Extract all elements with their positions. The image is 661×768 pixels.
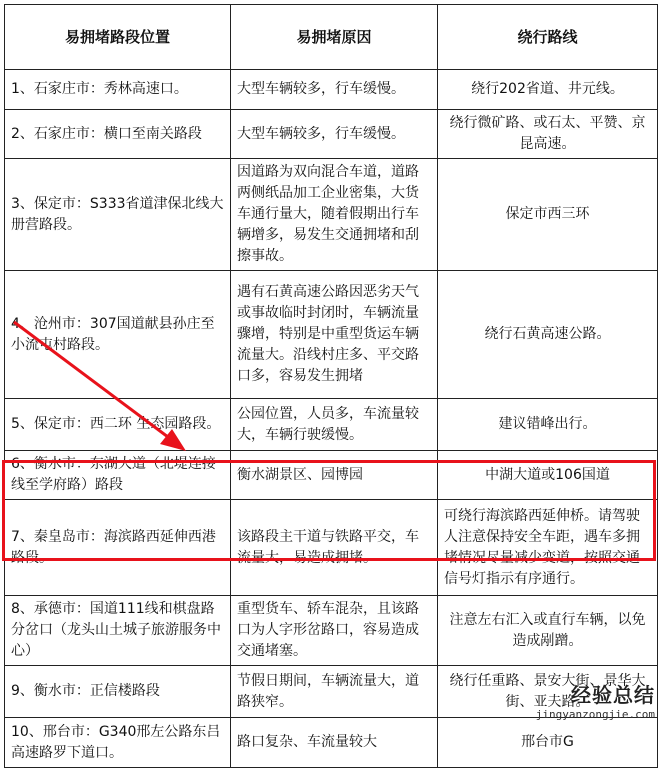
cell-reason: 大型车辆较多，行车缓慢。 — [231, 70, 438, 110]
cell-detour: 中湖大道或106国道 — [438, 451, 658, 500]
cell-detour: 邢台市G — [438, 718, 658, 768]
watermark-url: jingyanzongjie.com — [535, 708, 655, 721]
cell-location: 2、石家庄市：横口至南关路段 — [5, 110, 231, 159]
header-detour: 绕行路线 — [438, 5, 658, 70]
cell-detour: 绕行石黄高速公路。 — [438, 271, 658, 399]
cell-detour: 绕行202省道、井元线。 — [438, 70, 658, 110]
cell-location: 7、秦皇岛市：海滨路西延伸西港路段。 — [5, 500, 231, 596]
cell-location: 10、邢台市：G340邢左公路东吕高速路罗下道口。 — [5, 718, 231, 768]
watermark-title: 经验总结 — [571, 683, 655, 707]
cell-reason: 遇有石黄高速公路因恶劣天气或事故临时封闭时，车辆流量骤增，特别是中重型货运车辆流量大。沿线村庄多、平交路口多，容易发生拥堵 — [231, 271, 438, 399]
cell-detour: 建议错峰出行。 — [438, 399, 658, 451]
cell-reason: 衡水湖景区、园博园 — [231, 451, 438, 500]
cell-detour: 注意左右汇入或直行车辆，以免造成剐蹭。 — [438, 596, 658, 666]
cell-reason: 大型车辆较多，行车缓慢。 — [231, 110, 438, 159]
cell-location: 6、衡水市：东湖大道（北堤连接线至学府路）路段 — [5, 451, 231, 500]
cell-reason: 路口复杂、车流量较大 — [231, 718, 438, 768]
cell-location: 8、承德市：国道111线和棋盘路分岔口（龙头山土城子旅游服务中心） — [5, 596, 231, 666]
watermark — [536, 679, 655, 721]
cell-location: 1、石家庄市：秀林高速口。 — [5, 70, 231, 110]
cell-reason: 该路段主干道与铁路平交，车流量大，易造成拥堵。 — [231, 500, 438, 596]
header-reason: 易拥堵原因 — [231, 5, 438, 70]
header-location: 易拥堵路段位置 — [5, 5, 231, 70]
cell-detour: 可绕行海滨路西延伸桥。请驾驶人注意保持安全车距，遇车多拥堵情况尽量减少变道，按照交通信号灯指示有序通行。 — [438, 500, 658, 596]
cell-location: 9、衡水市：正信楼路段 — [5, 666, 231, 718]
cell-location: 4、沧州市：307国道献县孙庄至小流屯村路段。 — [5, 271, 231, 399]
cell-detour: 绕行微矿路、或石太、平赞、京昆高速。 — [438, 110, 658, 159]
cell-location: 3、保定市：S333省道津保北线大册营路段。 — [5, 159, 231, 271]
cell-reason: 公园位置，人员多，车流量较大，车辆行驶缓慢。 — [231, 399, 438, 451]
cell-reason: 节假日期间，车辆流量大，道路狭窄。 — [231, 666, 438, 718]
cell-detour: 保定市西三环 — [438, 159, 658, 271]
cell-detour: 绕行任重路、景安大街、景华大街、亚夫路。 — [438, 666, 658, 718]
cell-location: 5、保定市：西二环 生态园路段。 — [5, 399, 231, 451]
cell-reason: 因道路为双向混合车道，道路两侧纸品加工企业密集，大货车通行量大，随着假期出行车辆增多，易发生交通拥堵和刮擦事故。 — [231, 159, 438, 271]
cell-reason: 重型货车、轿车混杂，且该路口为人字形岔路口，容易造成交通堵塞。 — [231, 596, 438, 666]
